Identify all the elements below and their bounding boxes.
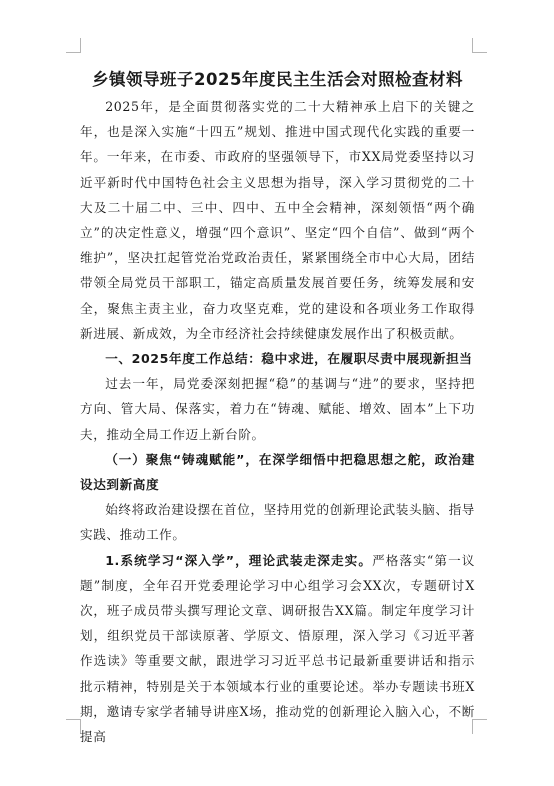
section-paragraph: 过去一年，局党委深刻把握“稳”的基调与“进”的要求，坚持把方向、管大局、保落实，着力在“铸魂、赋能、增效、固本”上下功夫，推动全局工作迈上新台阶。	[80, 376, 475, 442]
intro-paragraph: 2025年，是全面贯彻落实党的二十大精神承上启下的关键之年，也是深入实施“十四五”规划、推进中国式现代化实践的重要一年。一年来，在市委、市政府的坚强领导下，市XX局党委坚持以习近平新时代中国特色社会主义思想为指导，深入学习贯彻党的二十大及二十届二中、三中、四中、五中全会精神，深刻领悟“两个确立”的决定性意义，增强“四个意识”、坚定“四个自信”、做到“两个维护”，坚决扛起管党治党政治责任，紧紧围绕全市中心大局，团结带领全局党员干部职工，锚定高质量发展首要任务，统筹发展和安全，聚焦主责主业，奋力攻坚克难，党的建设和各项业务工作取得新进展、新成效，为全市经济社会持续健康发展作出了积极贡献。	[80, 99, 475, 341]
crop-mark-bottom-left	[66, 719, 81, 734]
item-paragraph	[80, 548, 475, 750]
crop-mark-top-right	[472, 38, 487, 53]
document-title: 乡镇领导班子2025年度民主生活会对照检查材料	[92, 70, 463, 89]
section-heading: 一、2025年度工作总结：稳中求进，在履职尽责中展现新担当	[105, 351, 473, 367]
crop-mark-top-left	[66, 38, 81, 53]
subsection-paragraph: 始终将政治建设摆在首位，坚持用党的创新理论武装头脑、指导实践、推动工作。	[80, 502, 475, 543]
item-text: 严格落实“第一议题”制度，全年召开党委理论学习中心组学习会XX次，专题研讨X次，班子成员带头撰写理论文章、调研报告XX篇。制定年度学习计划，组织党员干部读原著、学原文、悟原理，深入学习《习近平著作选读》等重要文献，跟进学习习近平总书记最新重要讲话和指示批示精神，特别是关于本领域本行业的重要论述。举办专题读书班X期，邀请专家学者辅导讲座X场，推动党的创新理论入脑入心，不断提高	[80, 552, 476, 745]
subsection-heading: （一）聚焦“铸魂赋能”，在深学细悟中把稳思想之舵，政治建设达到新高度	[80, 451, 475, 493]
item-lead: 1.系统学习“深入学”，理论武装走深走实。	[105, 552, 373, 568]
document-body	[80, 66, 476, 745]
